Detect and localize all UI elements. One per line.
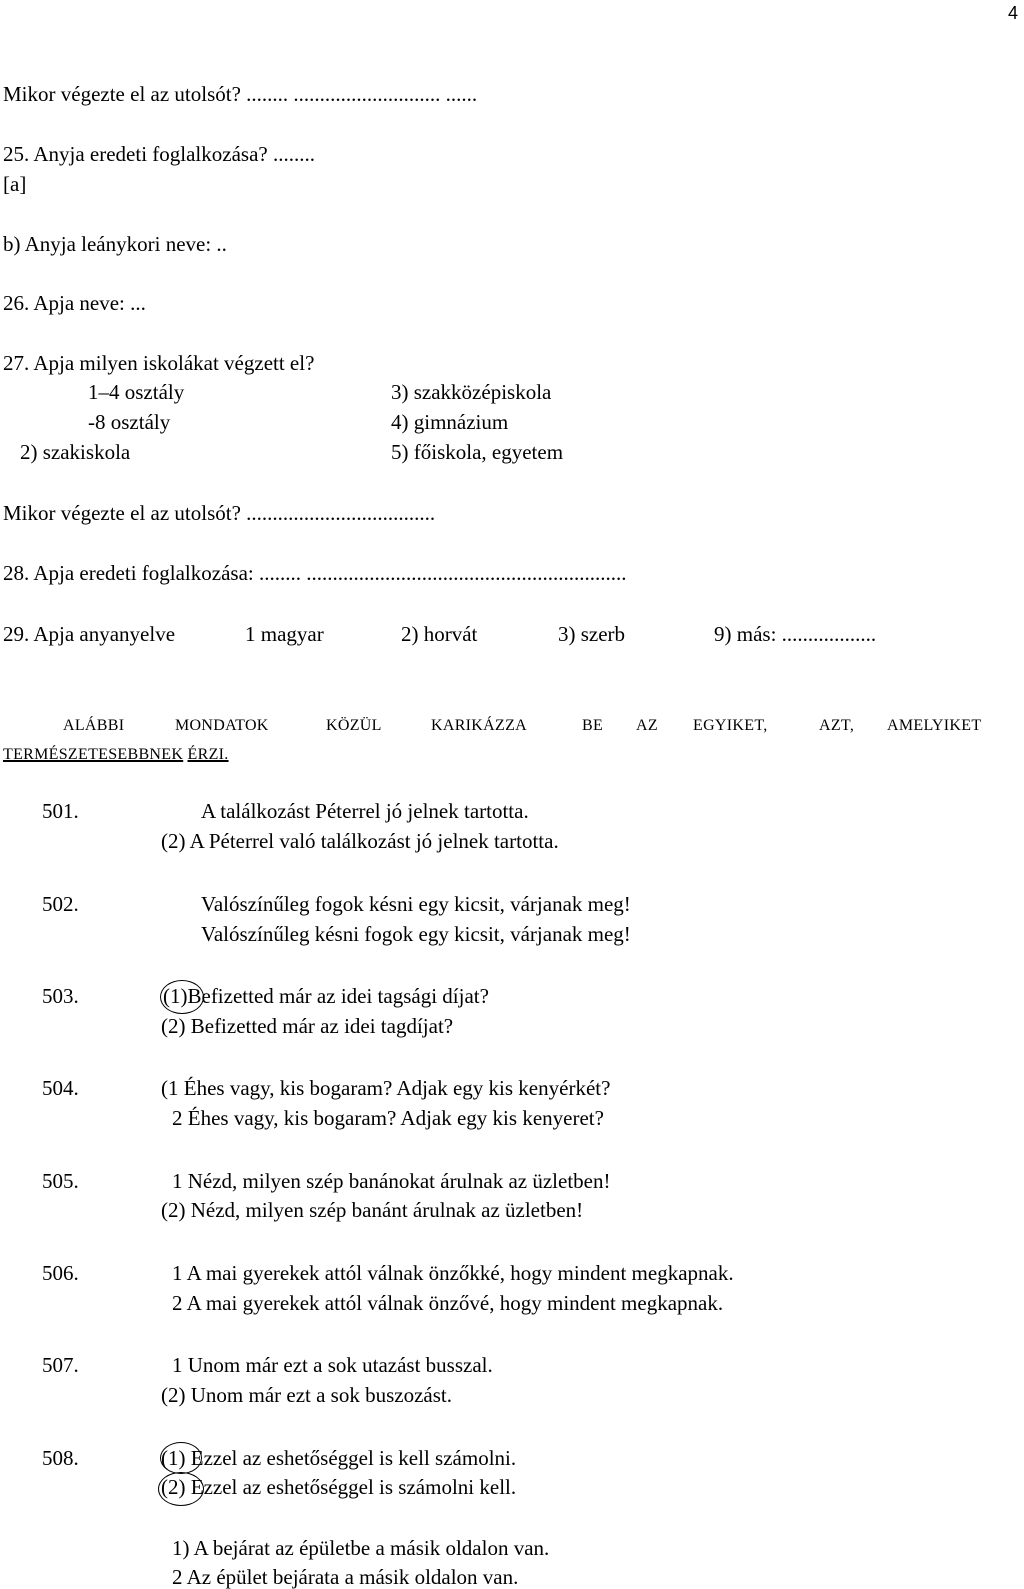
q27-option-5: 5) főiskola, egyetem xyxy=(391,440,564,464)
instruction-word-2: MONDATOK xyxy=(175,717,269,734)
item-option-a: (1 Éhes vagy, kis bogaram? Adjak egy kis kenyérkét? xyxy=(161,1076,611,1100)
instruction-rest: ÉRZI. xyxy=(187,746,229,763)
item-option-a: 1 A mai gyerekek attól válnak önzőkké, hogy mindent megkapnak. xyxy=(172,1261,734,1285)
item-number: 504. xyxy=(42,1076,79,1100)
item-option-b: (2) Befizetted már az idei tagdíjat? xyxy=(161,1014,454,1038)
q29-option-1: 1 magyar xyxy=(245,622,324,646)
item-option-a: (1) Ezzel az eshetőséggel is kell számolni. xyxy=(161,1446,517,1470)
item-number: 505. xyxy=(42,1169,79,1193)
instruction-underlined: TERMÉSZETESEBBNEK xyxy=(3,746,184,763)
item-option-a: Valószínűleg fogok késni egy kicsit, várjanak meg! xyxy=(201,892,631,916)
item-option-a: (1)Befizetted már az idei tagsági díjat? xyxy=(163,984,489,1008)
instruction-word-1: ALÁBBI xyxy=(63,717,125,734)
item-option-b: (2) Ezzel az eshetőséggel is számolni kell. xyxy=(161,1475,517,1499)
instruction-word-5: BE xyxy=(582,717,604,734)
instruction-word-4: KARIKÁZZA xyxy=(431,717,528,734)
question-28: 28. Apja eredeti foglalkozása: ........ ............................................................. xyxy=(3,561,627,585)
item-number: 503. xyxy=(42,984,79,1008)
item-number: 501. xyxy=(42,799,79,823)
q27-option-2: 2) szakiskola xyxy=(20,440,131,464)
question-26: 26. Apja neve: ... xyxy=(3,291,146,315)
last-completed-question: Mikor végezte el az utolsót? ........ ............................ ...... xyxy=(3,82,478,106)
q27-option-4: 4) gimnázium xyxy=(391,410,509,434)
item-option-b: (2) Nézd, milyen szép banánt árulnak az üzletben! xyxy=(161,1198,584,1222)
item-option-b: Valószínűleg késni fogok egy kicsit, várjanak meg! xyxy=(201,922,631,946)
q27-option-1-4: 1–4 osztály xyxy=(88,380,185,404)
instruction-word-3: KÖZÜL xyxy=(326,717,382,734)
item-number: 507. xyxy=(42,1353,79,1377)
instruction-word-9: AMELYIKET xyxy=(887,717,982,734)
q29-option-3: 3) szerb xyxy=(558,622,626,646)
q27-option-3: 3) szakközépiskola xyxy=(391,380,552,404)
item-number: 506. xyxy=(42,1261,79,1285)
instruction-word-8: AZT, xyxy=(819,717,855,734)
item-option-b: 2 A mai gyerekek attól válnak önzővé, hogy mindent megkapnak. xyxy=(172,1291,724,1315)
question-27: 27. Apja milyen iskolákat végzett el? xyxy=(3,351,315,375)
tail-option-b: 2 Az épület bejárata a másik oldalon van. xyxy=(172,1565,519,1589)
item-option-a: 1 Nézd, milyen szép banánokat árulnak az üzletben! xyxy=(172,1169,611,1193)
item-option-b: (2) Unom már ezt a sok buszozást. xyxy=(161,1383,452,1407)
question-25-a: [a] xyxy=(3,172,27,196)
instruction-line-2 xyxy=(3,747,229,763)
tail-option-a: 1) A bejárat az épületbe a másik oldalon van. xyxy=(172,1536,550,1560)
item-option-b: 2 Éhes vagy, kis bogaram? Adjak egy kis kenyeret? xyxy=(172,1106,604,1130)
instruction-word-6: AZ xyxy=(636,717,658,734)
item-number: 508. xyxy=(42,1446,79,1470)
item-option-a: 1 Unom már ezt a sok utazást busszal. xyxy=(172,1353,493,1377)
last-completed-question-2: Mikor végezte el az utolsót? .................................... xyxy=(3,501,436,525)
item-option-b: (2) A Péterrel való találkozást jó jelnek tartotta. xyxy=(161,829,559,853)
q29-option-2: 2) horvát xyxy=(401,622,478,646)
question-29-label: 29. Apja anyanyelve xyxy=(3,622,176,646)
q27-option-8: -8 osztály xyxy=(88,410,171,434)
item-option-a: A találkozást Péterrel jó jelnek tartotta. xyxy=(201,799,529,823)
item-number: 502. xyxy=(42,892,79,916)
page-number: 4 xyxy=(1008,3,1019,23)
instruction-word-7: EGYIKET, xyxy=(693,717,768,734)
q29-option-9: 9) más: .................. xyxy=(714,622,877,646)
question-25: 25. Anyja eredeti foglalkozása? ........ xyxy=(3,142,315,166)
question-25-b: b) Anyja leánykori neve: .. xyxy=(3,232,227,256)
